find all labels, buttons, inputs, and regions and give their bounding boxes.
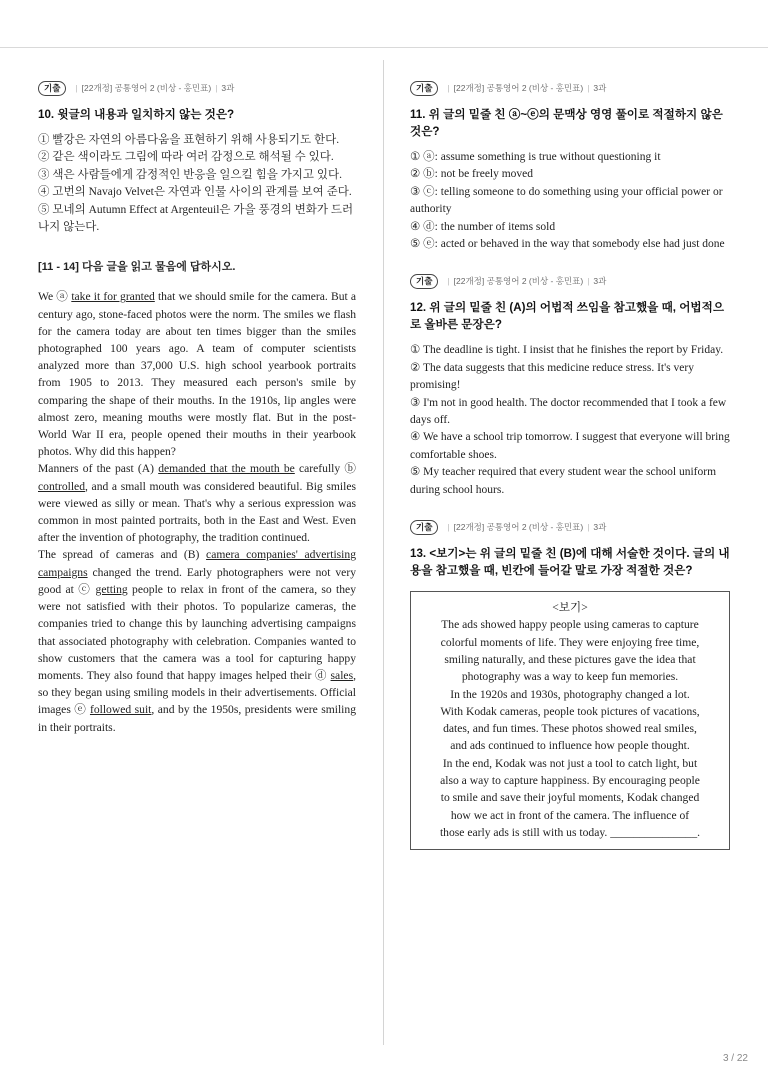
q12-option-3: ③ I'm not in good health. The doctor recommended that I took a few days off. <box>410 396 727 427</box>
q11-option-2: ② ⓑ: not be freely moved <box>410 168 534 181</box>
lesson-label: 3과 <box>593 276 607 287</box>
underline-c: getting <box>95 582 128 596</box>
right-column <box>410 80 730 850</box>
exam-badge: 기출 <box>410 274 438 289</box>
q11-option-5: ⑤ ⓔ: acted or behaved in the way that somebody else had just done <box>410 238 725 251</box>
question-12-title: 12. 위 글의 밑줄 친 (A)의 어법적 쓰임을 참고했을 때, 어법적으로 올바른 문장은? <box>410 301 725 332</box>
q12-option-1: ① The deadline is tight. I insist that he finishes the report by Friday. <box>410 344 724 357</box>
question-11-options <box>410 149 730 253</box>
passage-paragraph-2: Manners of the past (A) demanded that the mouth be carefully ⓑ controlled, and a small mouth was considered beautiful. Big smiles were viewed as silly or mean. That's why a serious expression was common in most painted portraits, both in the East and West. Even after the invention of photography, the tradition continued. <box>38 462 356 545</box>
passage-paragraph-3: The spread of cameras and (B) camera companies' advertising campaigns changed the trend. Early photographers were not very good at ⓒ getting people to relax in front of the camera, so they were not satisfied with their photos. To popularize cameras, the companies tried to change this by launching advertising campaigns that associated photography with celebration. Companies wanted to show customers that the camera was a tool for capturing happy moments. They also found that happy images helped their ⓓ sales, so they began using smiling models in their advertisements. Official images ⓔ followed suit, and by the 1950s, presidents were smiling in their portraits. <box>38 548 357 734</box>
question-12-options <box>410 342 730 499</box>
q11-option-1: ① ⓐ: assume something is true without questioning it <box>410 151 661 163</box>
lesson-label: 3과 <box>593 83 607 93</box>
q10-option-3: ③ 색은 사람들에게 감정적인 반응을 일으킬 힘을 가지고 있다. <box>38 168 342 181</box>
bogi-box: <보기> The ads showed happy people using cameras to capture colorful moments of life. They were enjoying free time, smiling naturally, and these pictures gave the idea that photography was a way to keep fun memories. In the 1920s and 1930s, photography changed a lot. With Kodak cameras, people took pictures of vacations, dates, and fun times. These photos showed real smiles, and ads continued to influence how people thought. In the end, Kodak was not just a tool to catch light, but also a way to capture happiness. By encouraging people to smile and save their joyful moments, Kodak changed how we act in front of the camera. The influence of those early ads is still with us today. _______________. <box>410 591 730 850</box>
underline-d: sales <box>330 668 354 682</box>
q12-option-4: ④ We have a school trip tomorrow. I suggest that everyone will bring comfortable shoes. <box>410 431 730 461</box>
source-tag: 기출 | [22개정] 공통영어 2 (비상 - 홍민표) | 3과 <box>410 519 730 535</box>
q12-option-2: ② The data suggests that this medicine reduce stress. It's very promising! <box>410 361 694 392</box>
left-column <box>38 80 356 736</box>
page-number: 3 / 22 <box>722 1053 748 1064</box>
q11-option-3: ③ ⓒ: telling someone to do something using your official power or authority <box>410 185 723 216</box>
underline-B: camera companies' advertising campaigns <box>38 548 357 579</box>
q12-option-5: ⑤ My teacher required that every student wear the school uniform during school hours. <box>410 466 717 496</box>
column-divider <box>383 60 384 1045</box>
underline-a: take it for granted <box>71 290 155 304</box>
course-label: [22개정] 공통영어 2 (비상 - 홍민표) <box>81 83 212 93</box>
course-label: [22개정] 공통영어 2 (비상 - 홍민표) <box>453 522 584 533</box>
course-label: [22개정] 공통영어 2 (비상 - 홍민표) <box>453 83 584 93</box>
bogi-label: <보기> <box>552 601 588 615</box>
q10-option-4: ④ 고번의 Navajo Velvet은 자연과 인물 사이의 관계를 보여 준다. <box>38 186 352 199</box>
question-10-options <box>38 132 356 236</box>
question-13-title: 13. <보기>는 위 글의 밑줄 친 (B)에 대해 서술한 것이다. 글의 내용을 참고했을 때, 빈칸에 들어갈 말로 가장 적절한 것은? <box>410 547 730 578</box>
q10-option-1: ① 빨강은 자연의 아름다움을 표현하기 위해 사용되기도 한다. <box>38 134 340 146</box>
underline-A: demanded that the mouth be <box>158 462 295 476</box>
exam-badge: 기출 <box>410 81 438 96</box>
q10-option-5: ⑤ 모네의 Autumn Effect at Argenteuil은 가을 풍경의 변화가 드러나지 않는다. <box>38 203 354 234</box>
underline-b: controlled <box>38 479 86 493</box>
section-header: [11 - 14] 다음 글을 읽고 물음에 답하시오. <box>38 261 236 274</box>
q10-option-2: ② 같은 색이라도 그림에 따라 여러 감정으로 해석될 수 있다. <box>38 151 334 164</box>
lesson-label: 3과 <box>221 83 235 93</box>
source-tag: 기출 | [22개정] 공통영어 2 (비상 - 홍민표) | 3과 <box>410 273 730 289</box>
source-tag: 기출 | [22개정] 공통영어 2 (비상 - 홍민표) | 3과 <box>410 80 730 96</box>
header-rule <box>0 47 768 48</box>
q11-option-4: ④ ⓓ: the number of items sold <box>410 220 556 233</box>
course-label: [22개정] 공통영어 2 (비상 - 홍민표) <box>453 276 584 287</box>
lesson-label: 3과 <box>593 522 607 533</box>
reading-passage <box>38 288 356 735</box>
exam-badge: 기출 <box>410 520 438 535</box>
question-11-title: 11. 위 글의 밑줄 친 ⓐ~ⓔ의 문맥상 영영 풀이로 적절하지 않은 것은? <box>410 108 723 138</box>
exam-badge: 기출 <box>38 81 66 96</box>
source-tag: 기출 | [22개정] 공통영어 2 (비상 - 홍민표) | 3과 <box>38 80 356 96</box>
passage-paragraph-1: We ⓐ take it for granted that we should smile for the camera. But a century ago, stone-faced photos were the norm. The smiles we flash for the camera today are about ten times bigger than the smiles photographed 100 years ago. A team of computer scientists analyzed more than 37,000 U.S. high school yearbook portraits from 1905 to 2013. They measured each person's smile by comparing the shape of their mouths. In the 1910s, lip angles were almost zero, meaning mouths were mostly flat. But in the post-World War II era, people opened their mouths in their yearbook photos. Why did this happen? <box>38 290 357 459</box>
question-10-title: 10. 윗글의 내용과 일치하지 않는 것은? <box>38 108 235 121</box>
underline-e: followed suit <box>89 703 152 717</box>
